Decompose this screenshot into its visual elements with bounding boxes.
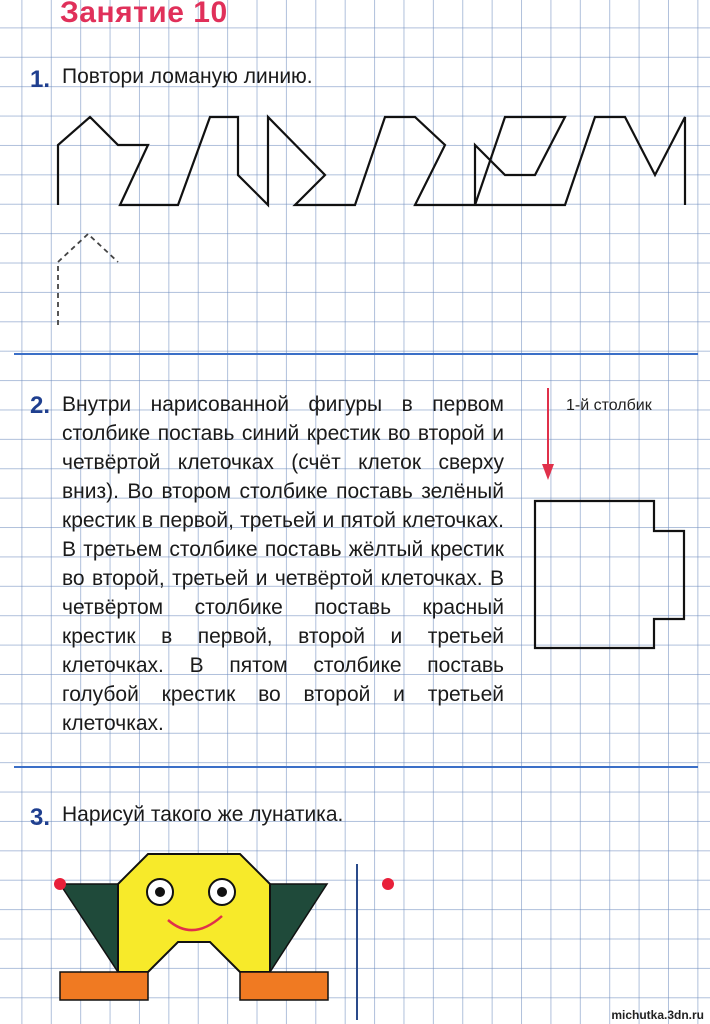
dashed-start-hint xyxy=(58,234,118,325)
column-arrow xyxy=(530,384,570,484)
column-label: 1-й столбик xyxy=(566,397,652,414)
divider-2 xyxy=(14,766,698,768)
watermark: michutka.3dn.ru xyxy=(611,1008,704,1022)
right-reference-dot xyxy=(382,878,394,890)
left-reference-dot xyxy=(54,878,66,890)
left-foot xyxy=(60,972,148,1000)
creature-body xyxy=(118,854,270,972)
task-1-number: 1. xyxy=(30,66,51,93)
grid-figure xyxy=(520,480,710,680)
task-3-text: Нарисуй такого же лунатика. xyxy=(62,803,344,826)
divider-1 xyxy=(14,353,698,355)
moon-creature-figure xyxy=(0,850,400,1010)
page-title: Занятие 10 xyxy=(60,0,228,29)
task-2-number: 2. xyxy=(30,392,51,419)
task-3-number: 3. xyxy=(30,804,51,831)
task-2-text: Внутри нарисованной фигуры в первом столбике поставь синий крестик во второй и четвёртой клеточках (счёт клеток сверху вниз). Во втором столбике поставь зелёный крестик в первой, третьей и пятой клеточках. В третьем столбике поставь жёлтый крестик во второй, третьей и четвёртой клеточках. В четвёртом столбике поставь красный крестик в первой, второй и третьей клеточках. В пятом столбике поставь голубой крестик во второй и третьей клеточках. xyxy=(62,393,504,735)
right-foot xyxy=(240,972,328,1000)
broken-line-pattern xyxy=(58,117,685,205)
task-1-text: Повтори ломаную линию. xyxy=(62,65,313,88)
broken-line-sample xyxy=(0,0,710,340)
